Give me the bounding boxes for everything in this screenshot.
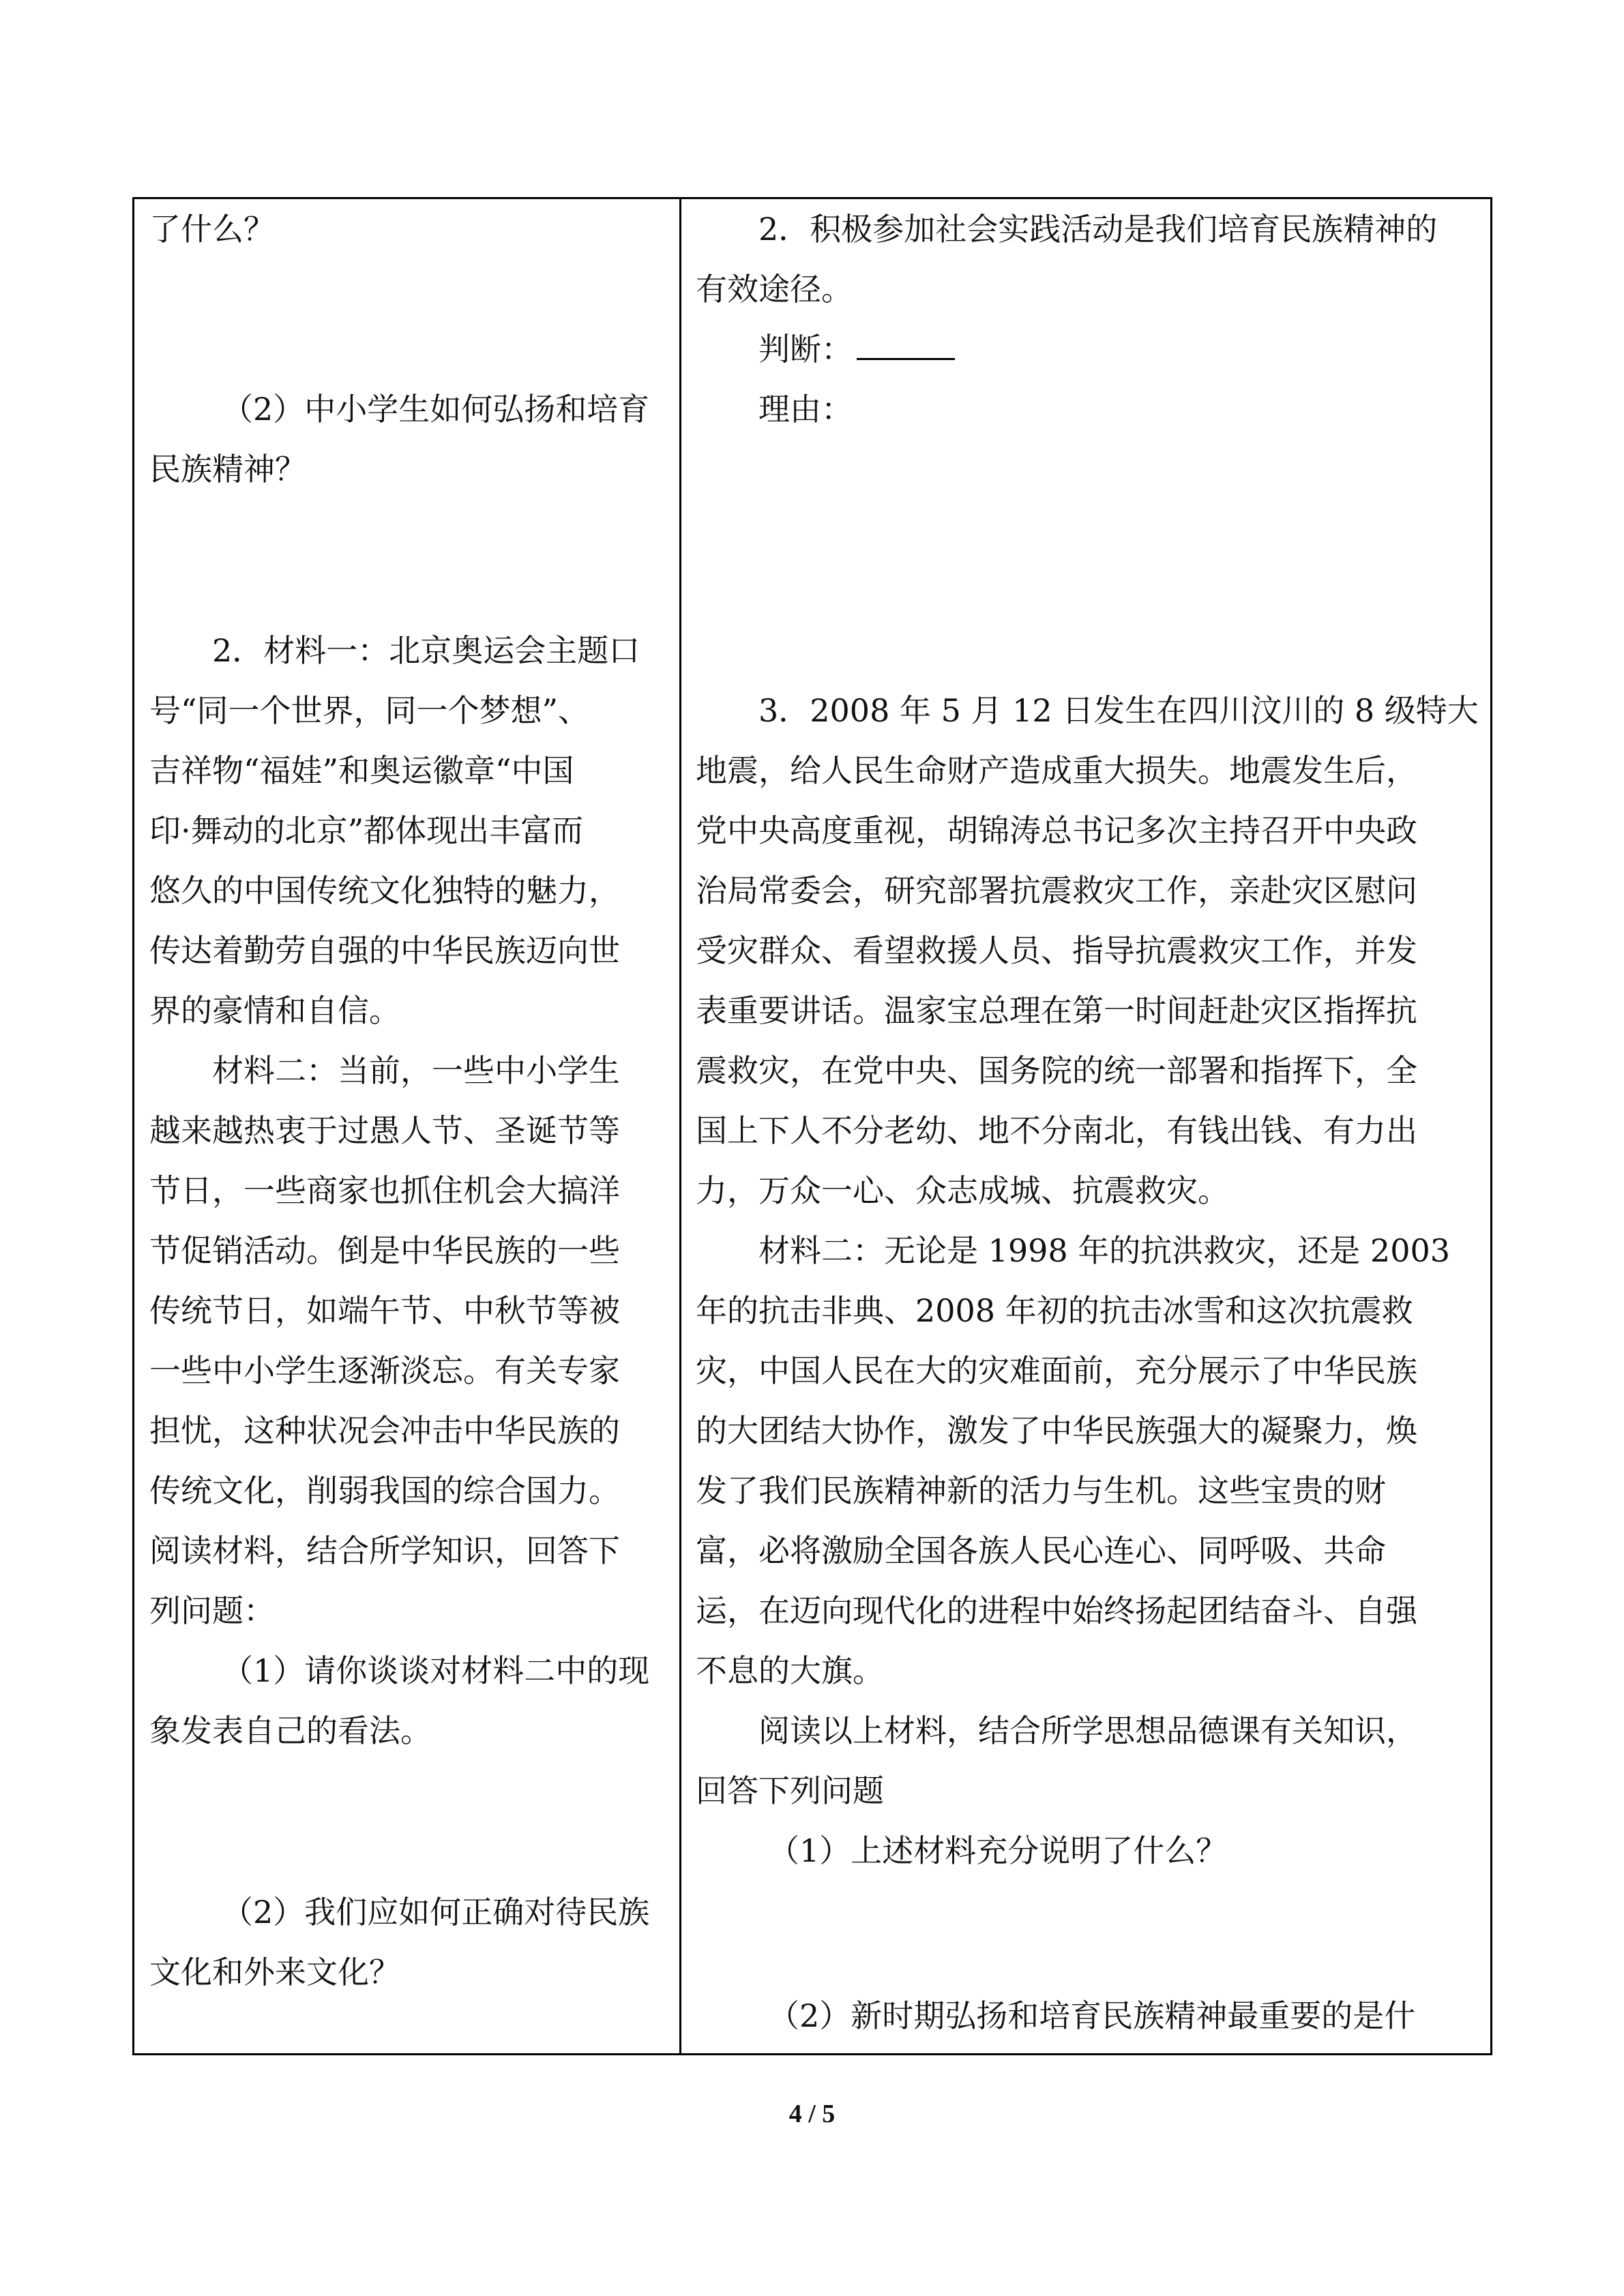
right-question-1 (696, 1821, 1480, 1881)
text-line: 发了我们民族精神新的活力与生机。这些宝贵的财 (696, 1472, 1386, 1509)
right-column (696, 199, 1480, 2053)
text-line: 阅读以上材料，结合所学思想品德课有关知识， (758, 1712, 1417, 1749)
text-line: 治局常委会，研究部署抗震救灾工作，亲赴灾区慰问 (696, 872, 1417, 909)
text-line: 吉祥物“福娃”和奥运徽章“中国 (149, 752, 574, 789)
text-line: 担忧，这种状况会冲击中华民族的 (149, 1412, 620, 1449)
text-line: 印·舞动的北京”都体现出丰富而 (149, 812, 584, 849)
text-line: 文化和外来文化？ (149, 1954, 400, 1991)
text-line: （2）中小学生如何弘扬和培育 (222, 391, 650, 428)
text-line: 传统节日，如端午节、中秋节等被 (149, 1292, 620, 1329)
text-line: 2．材料一：北京奥运会主题口 (212, 632, 640, 669)
text-line: 国上下人不分老幼、地不分南北，有钱出钱、有力出 (696, 1112, 1417, 1149)
left-question-1 (149, 1641, 668, 1761)
text-line: 表重要讲话。温家宝总理在第一时间赶赴灾区指挥抗 (696, 992, 1417, 1029)
worksheet-table (132, 197, 1492, 2055)
right-instruction (696, 1701, 1480, 1821)
text-line: （2）我们应如何正确对待民族 (222, 1894, 650, 1930)
right-judgement-question (696, 199, 1480, 319)
text-line: 富，必将激励全国各族人民心连心、同呼吸、共命 (696, 1532, 1386, 1569)
text-line: 受灾群众、看望救援人员、指导抗震救灾工作，并发 (696, 932, 1417, 969)
column-divider (679, 199, 681, 2053)
text-line: 有效途径。 (696, 271, 853, 308)
text-line: 2．积极参加社会实践活动是我们培育民族精神的 (758, 211, 1438, 248)
text-line: （2）新时期弘扬和培育民族精神最重要的是什 (768, 1997, 1416, 2034)
text-line: 象发表自己的看法。 (149, 1712, 432, 1749)
text-line: 民族精神？ (149, 451, 306, 488)
text-line: （1）上述材料充分说明了什么？ (768, 1832, 1228, 1869)
text-line: 党中央高度重视，胡锦涛总书记多次主持召开中央政 (696, 812, 1417, 849)
text-line: 越来越热衷于过愚人节、圣诞节等 (149, 1112, 620, 1149)
judge-field (696, 319, 1480, 379)
text-line: 节促销活动。倒是中华民族的一些 (149, 1232, 620, 1269)
text-line: 节日，一些商家也抓住机会大搞洋 (149, 1172, 620, 1209)
text-line: 运，在迈向现代化的进程中始终扬起团结奋斗、自强 (696, 1592, 1417, 1629)
reason-field (696, 379, 1480, 439)
text-line: 不息的大旗。 (696, 1652, 884, 1689)
text-line: 的大团结大协作，激发了中华民族强大的凝聚力，焕 (696, 1412, 1417, 1449)
text-line: 阅读材料，结合所学知识，回答下 (149, 1532, 620, 1569)
text-line: 材料二：无论是 1998 年的抗洪救灾，还是 2003 (758, 1232, 1450, 1269)
left-material-one (149, 621, 668, 1041)
right-material-two (696, 1221, 1480, 1701)
text-line: 号“同一个世界，同一个梦想”、 (149, 692, 590, 729)
text-line: 材料二：当前，一些中小学生 (212, 1052, 620, 1089)
judge-label: 判断： (758, 331, 853, 368)
text-line: 震救灾，在党中央、国务院的统一部署和指挥下，全 (696, 1052, 1417, 1089)
left-material-two (149, 1041, 668, 1641)
left-question-continuation (149, 199, 668, 259)
judge-line (696, 319, 1480, 379)
text-line: 界的豪情和自信。 (149, 992, 400, 1029)
judge-answer-blank[interactable] (857, 331, 955, 360)
text-line: 悠久的中国传统文化独特的魅力， (149, 872, 620, 909)
left-question-2 (149, 379, 668, 499)
text-line: 力，万众一心、众志成城、抗震救灾。 (696, 1172, 1229, 1209)
text-line: 列问题： (149, 1592, 275, 1629)
text-line: 年的抗击非典、2008 年初的抗击冰雪和这次抗震救 (696, 1292, 1413, 1329)
reason-label: 理由： (758, 391, 853, 428)
text-line: 了什么？ (149, 211, 275, 248)
text-line: 灾，中国人民在大的灾难面前，充分展示了中华民族 (696, 1352, 1417, 1389)
text-line: 一些中小学生逐渐淡忘。有关专家 (149, 1352, 620, 1389)
right-question-2 (696, 1986, 1480, 2046)
text-line: 3．2008 年 5 月 12 日发生在四川汶川的 8 级特大 (758, 692, 1479, 729)
text-line: 回答下列问题 (696, 1772, 884, 1809)
text-line: （1）请你谈谈对材料二中的现 (222, 1652, 650, 1689)
left-column (149, 199, 668, 2053)
text-line: 地震，给人民生命财产造成重大损失。地震发生后， (696, 752, 1417, 789)
left-question-2b (149, 1882, 668, 2002)
page-number: 4 / 5 (788, 2100, 836, 2128)
text-line: 传达着勤劳自强的中华民族迈向世 (149, 932, 620, 969)
right-question-3 (696, 681, 1480, 1221)
text-line: 传统文化，削弱我国的综合国力。 (149, 1472, 620, 1509)
